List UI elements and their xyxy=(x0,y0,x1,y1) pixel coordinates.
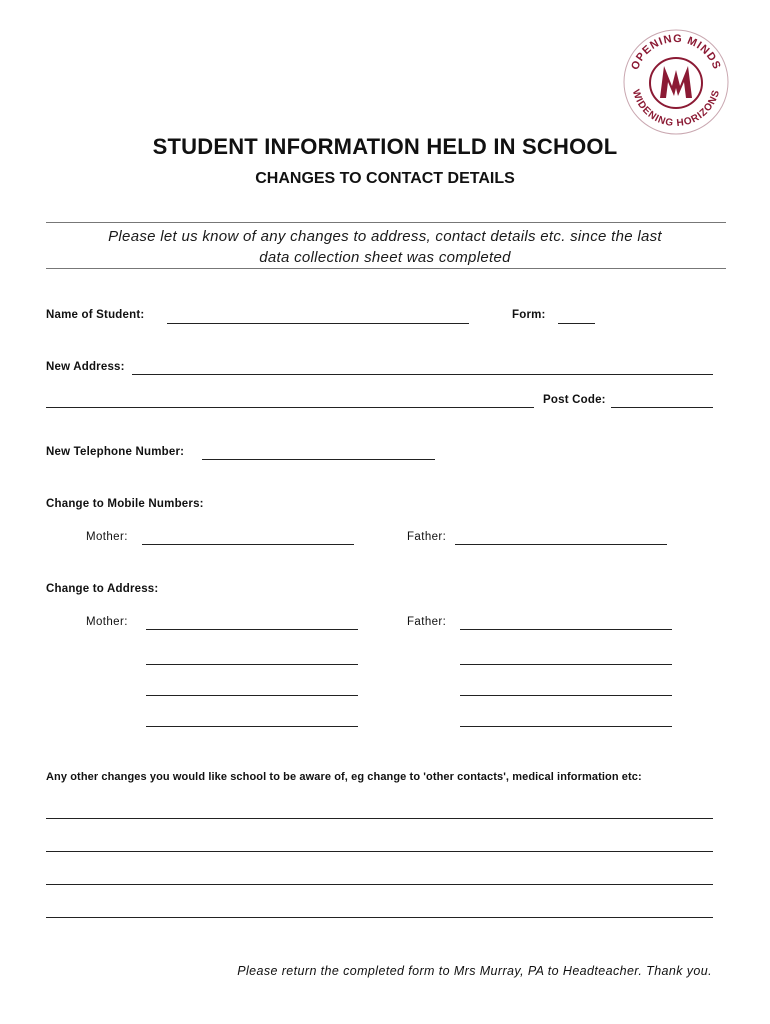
intro-line-1: Please let us know of any changes to address, contact details etc. since the last xyxy=(108,228,662,245)
mobile-mother-label: Mother: xyxy=(86,531,128,543)
address-father-field-line-2[interactable] xyxy=(460,664,672,665)
divider-bottom xyxy=(46,268,726,269)
logo-top-text: OPENING MINDS xyxy=(629,32,723,72)
form-title: STUDENT INFORMATION HELD IN SCHOOL xyxy=(152,134,618,159)
new-address-field-line-2[interactable] xyxy=(46,407,534,408)
address-mother-label: Mother: xyxy=(86,616,128,628)
intro-line-2: data collection sheet was completed xyxy=(259,249,511,266)
address-mother-field-line-4[interactable] xyxy=(146,726,358,727)
address-mother-field-line-2[interactable] xyxy=(146,664,358,665)
divider-top xyxy=(46,222,726,223)
logo-monogram xyxy=(650,58,702,108)
post-code-field[interactable] xyxy=(611,407,713,408)
form-subtitle: CHANGES TO CONTACT DETAILS xyxy=(255,170,515,187)
mobile-numbers-heading: Change to Mobile Numbers: xyxy=(46,498,204,510)
other-changes-label: Any other changes you would like school to be aware of, eg change to 'other contacts', medical information etc: xyxy=(46,771,642,783)
form-field[interactable] xyxy=(558,323,595,324)
telephone-label: New Telephone Number: xyxy=(46,446,185,458)
school-logo xyxy=(620,26,732,138)
mobile-mother-field[interactable] xyxy=(142,544,354,545)
new-address-field-line-1[interactable] xyxy=(132,374,713,375)
name-of-student-field[interactable] xyxy=(167,323,469,324)
address-change-heading: Change to Address: xyxy=(46,583,159,595)
address-father-label: Father: xyxy=(407,616,447,628)
mobile-father-label: Father: xyxy=(407,531,447,543)
form-label: Form: xyxy=(512,309,546,321)
other-changes-field-line-2[interactable] xyxy=(46,851,713,852)
mobile-father-field[interactable] xyxy=(455,544,667,545)
post-code-label: Post Code: xyxy=(543,394,606,406)
other-changes-field-line-1[interactable] xyxy=(46,818,713,819)
address-father-field-line-3[interactable] xyxy=(460,695,672,696)
logo-bottom-text: WIDENING HORIZONS xyxy=(629,88,723,130)
other-changes-field-line-4[interactable] xyxy=(46,917,713,918)
address-father-field-line-4[interactable] xyxy=(460,726,672,727)
address-father-field-line-1[interactable] xyxy=(460,629,672,630)
footer-note: Please return the completed form to Mrs Murray, PA to Headteacher. Thank you. xyxy=(237,964,712,978)
address-mother-field-line-3[interactable] xyxy=(146,695,358,696)
other-changes-field-line-3[interactable] xyxy=(46,884,713,885)
new-address-label: New Address: xyxy=(46,361,125,373)
address-mother-field-line-1[interactable] xyxy=(146,629,358,630)
name-of-student-label: Name of Student: xyxy=(46,309,145,321)
intro-text xyxy=(60,226,710,268)
telephone-field[interactable] xyxy=(202,459,435,460)
